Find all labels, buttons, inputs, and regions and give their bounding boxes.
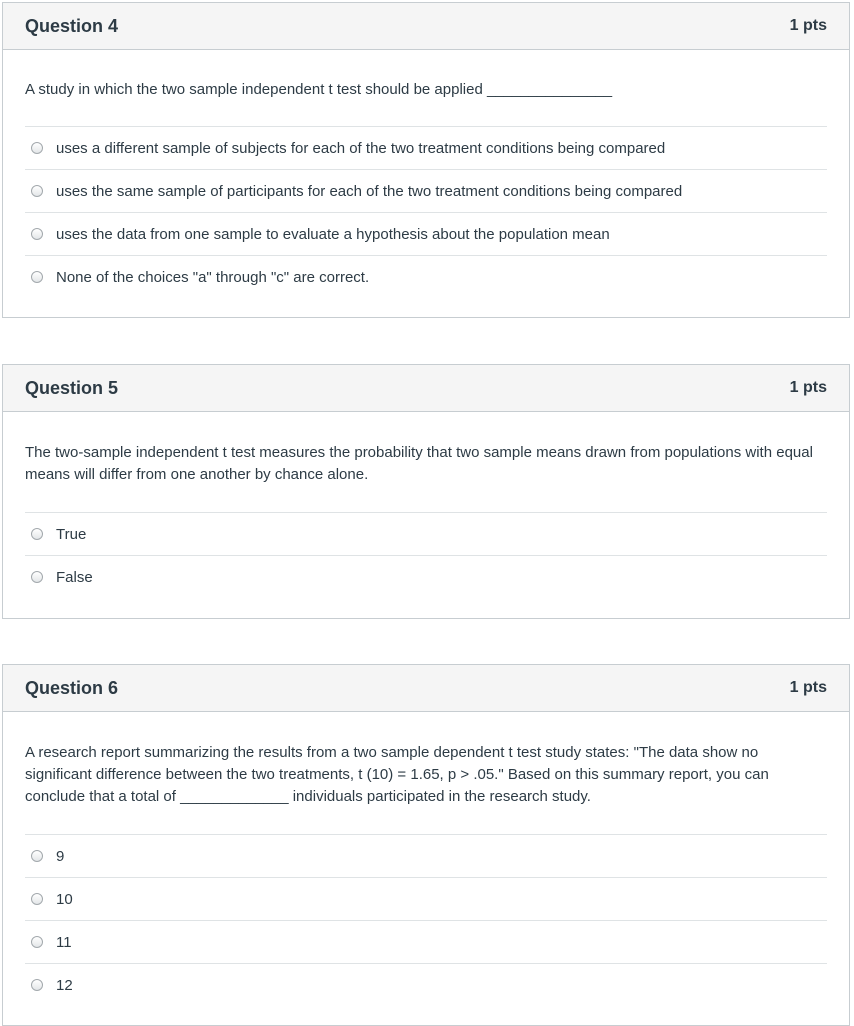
answer-option[interactable] (25, 127, 827, 170)
answer-label[interactable]: 12 (56, 976, 73, 994)
question-points: 1 pts (789, 679, 827, 696)
answer-option[interactable] (25, 878, 827, 921)
answer-option[interactable] (25, 213, 827, 256)
answer-label[interactable]: uses the data from one sample to evaluate a hypothesis about the population mean (56, 225, 610, 243)
question-points: 1 pts (789, 17, 827, 34)
question-header (3, 3, 849, 50)
answer-list (25, 126, 827, 298)
answer-option[interactable] (25, 835, 827, 878)
answer-option[interactable] (25, 964, 827, 1006)
answer-label[interactable]: uses the same sample of participants for each of the two treatment conditions being compared (56, 182, 683, 200)
radio-button[interactable] (31, 185, 43, 197)
answer-option[interactable] (25, 170, 827, 213)
answer-option[interactable] (25, 513, 827, 556)
radio-button[interactable] (31, 142, 43, 154)
question-header (3, 665, 849, 712)
answer-label[interactable]: 9 (56, 847, 65, 865)
radio-button[interactable] (31, 271, 43, 283)
radio-button[interactable] (31, 850, 43, 862)
question-6 (2, 664, 850, 1026)
question-points: 1 pts (789, 379, 827, 396)
answer-label[interactable]: 10 (56, 890, 73, 908)
question-text: A study in which the two sample independent t test should be applied _______________ (25, 81, 613, 98)
answer-option[interactable] (25, 256, 827, 298)
answer-label[interactable]: False (56, 568, 93, 586)
question-title: Question 4 (25, 15, 119, 36)
answer-label[interactable]: None of the choices "a" through "c" are correct. (56, 268, 370, 286)
question-5 (2, 364, 850, 619)
question-title: Question 5 (25, 377, 119, 398)
radio-button[interactable] (31, 528, 43, 540)
answer-label[interactable]: True (56, 525, 87, 543)
answer-list (25, 834, 827, 1006)
answer-option[interactable] (25, 921, 827, 964)
answer-option[interactable] (25, 556, 827, 598)
question-header (3, 365, 849, 412)
answer-list (25, 512, 827, 598)
radio-button[interactable] (31, 571, 43, 583)
question-text: The two-sample independent t test measures the probability that two sample means drawn from populations with equal means will differ from one another by chance alone. (25, 444, 813, 483)
question-title: Question 6 (25, 677, 119, 698)
radio-button[interactable] (31, 893, 43, 905)
question-4 (2, 2, 850, 318)
question-text: A research report summarizing the results from a two sample dependent t test study states: "The data show no significant difference between the two treatments, t (10) = 1.65, p > .05." Based on this summary report, you can conclude that a total of _____________ individuals participated in the research study. (25, 744, 769, 805)
radio-button[interactable] (31, 228, 43, 240)
radio-button[interactable] (31, 979, 43, 991)
answer-label[interactable]: 11 (56, 933, 72, 951)
answer-label[interactable]: uses a different sample of subjects for each of the two treatment conditions being compared (56, 139, 666, 157)
radio-button[interactable] (31, 936, 43, 948)
